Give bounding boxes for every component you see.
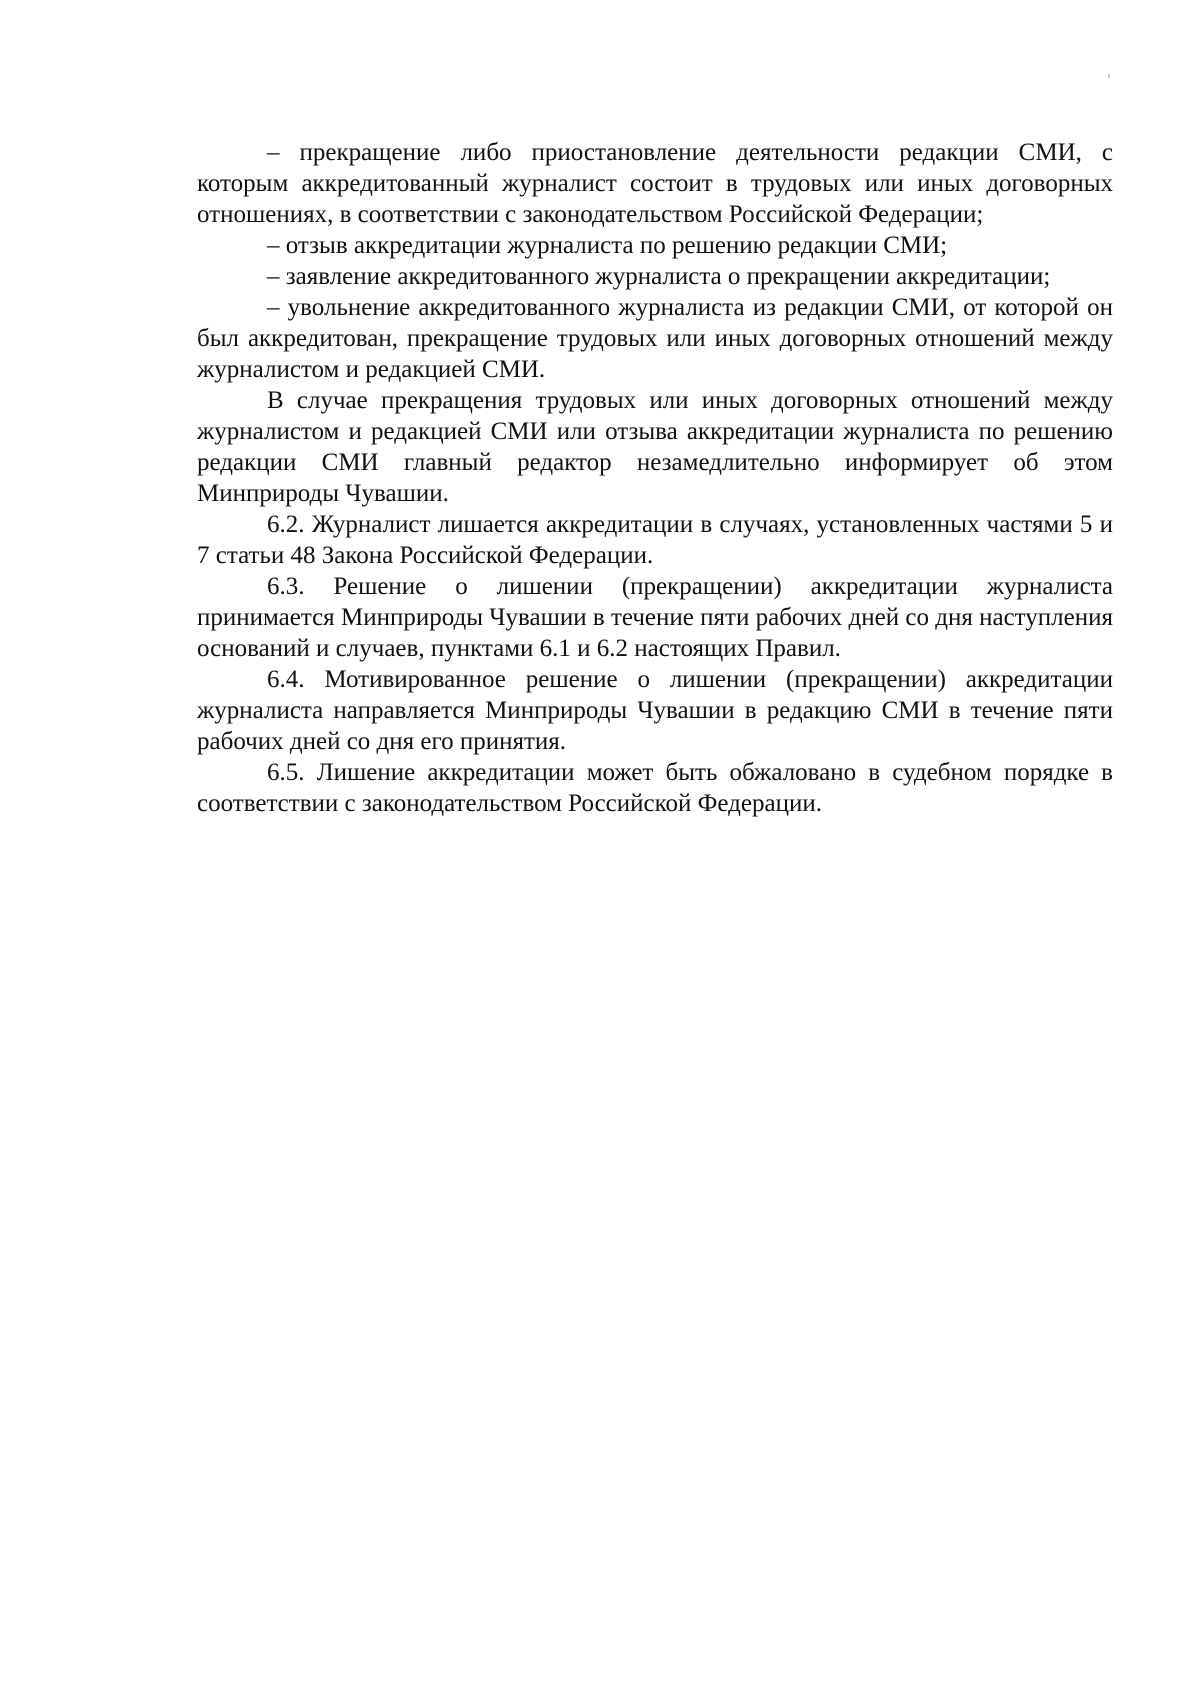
paragraph-termination-of-media-activity: – прекращение либо приостановление деятельности редакции СМИ, с которым аккредитованный журналист состоит в трудовых или иных договорных отношениях, в соответствии с законодательством Российской Федерации; (197, 139, 1113, 228)
paragraph-6-3: 6.3. Решение о лишении (прекращении) аккредитации журналиста принимается Минприроды Чувашии в течение пяти рабочих дней со дня наступления оснований и случаев, пунктами 6.1 и 6.2 настоящих Правил. (197, 573, 1113, 662)
paragraph-6-4: 6.4. Мотивированное решение о лишении (прекращении) аккредитации журналиста направляется Минприроды Чувашии в редакцию СМИ в течение пяти рабочих дней со дня его принятия. (197, 666, 1113, 755)
paragraph-6-2: 6.2. Журналист лишается аккредитации в случаях, установленных частями 5 и 7 статьи 48 Закона Российской Федерации. (197, 511, 1113, 569)
paragraph-editor-notification: В случае прекращения трудовых или иных договорных отношений между журналистом и редакцией СМИ или отзыва аккредитации журналиста по решению редакции СМИ главный редактор незамедлительно информирует об этом Минприроды Чувашии. (197, 387, 1113, 507)
paragraph-revocation-by-media: – отзыв аккредитации журналиста по решению редакции СМИ; (267, 232, 948, 259)
document-body (197, 137, 1113, 819)
paragraph-journalist-statement: – заявление аккредитованного журналиста о прекращении аккредитации; (267, 263, 1051, 290)
scan-artifact (1108, 74, 1110, 78)
paragraph-6-5: 6.5. Лишение аккредитации может быть обжаловано в судебном порядке в соответствии с законодательством Российской Федерации. (197, 759, 1113, 817)
paragraph-dismissal-of-journalist: – увольнение аккредитованного журналиста из редакции СМИ, от которой он был аккредитован, прекращение трудовых или иных договорных отношений между журналистом и редакцией СМИ. (197, 294, 1113, 383)
